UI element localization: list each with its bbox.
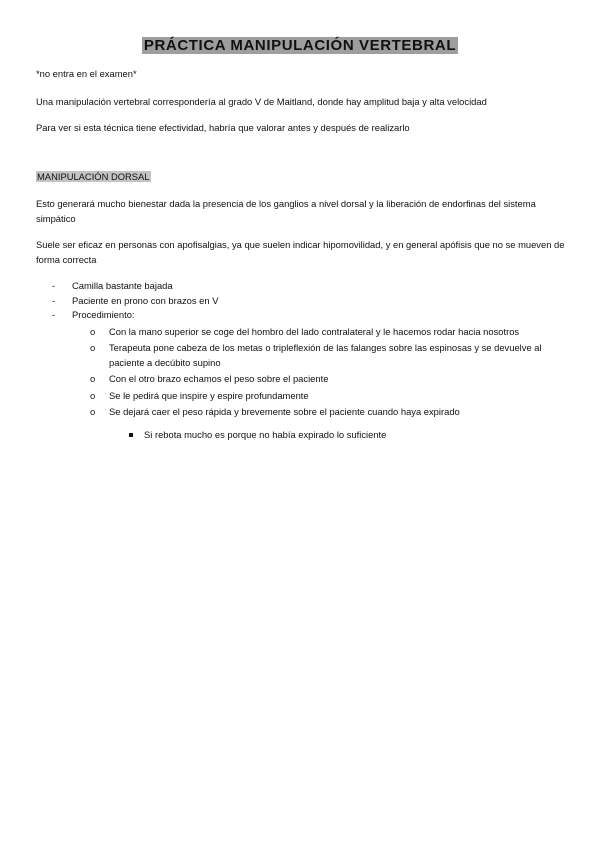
circle-bullet-icon: o (90, 406, 96, 417)
circle-bullet-icon: o (90, 325, 96, 337)
list-item (52, 294, 559, 309)
sub-note-item (109, 428, 559, 443)
exam-note: *no entra en el examen* (36, 68, 137, 79)
list-item-text: Procedimiento: (72, 309, 135, 320)
procedure-step-text: Terapeuta pone cabeza de los metas o tripleflexión de las falanges sobre las espinosas y se devuelve al paciente a decúbito supino (109, 342, 542, 368)
intro-paragraph-2: Para ver si esta técnica tiene efectividad, habría que valorar antes y después de realizarlo (36, 122, 410, 133)
list-item (52, 308, 559, 442)
procedure-step (72, 389, 559, 404)
procedure-step (72, 341, 559, 370)
section-heading: MANIPULACIÓN DORSAL (37, 171, 150, 182)
procedure-step-text: Se dejará caer el peso rápida y brevemente sobre el paciente cuando haya expirado (109, 406, 460, 417)
square-bullet-icon (129, 433, 133, 437)
circle-bullet-icon: o (90, 373, 96, 384)
procedure-step (72, 372, 559, 387)
section-paragraph-1: Esto generará mucho bienestar dada la presencia de los ganglios a nivel dorsal y la liberación de endorfinas del sistema simpático (36, 198, 536, 224)
procedure-step (72, 405, 559, 442)
section-heading-wrapper (36, 170, 566, 185)
procedure-list (72, 325, 559, 443)
intro-paragraph-1: Una manipulación vertebral correspondería al grado V de Maitland, donde hay amplitud baja y alta velocidad (36, 96, 487, 107)
section-paragraph-2: Suele ser eficaz en personas con apofisalgias, ya que suelen indicar hipomovilidad, y en general apófisis que no se mueven de forma correcta (36, 239, 565, 265)
sub-note-list (109, 428, 559, 443)
circle-bullet-icon: o (90, 342, 96, 353)
sub-note-text: Si rebota mucho es porque no había expirado lo suficiente (144, 428, 387, 440)
page-title: PRÁCTICA MANIPULACIÓN VERTEBRAL (143, 37, 457, 54)
page-title-wrapper (0, 37, 600, 55)
list-item (52, 279, 559, 294)
circle-bullet-icon: o (90, 389, 96, 401)
procedure-step-text: Con el otro brazo echamos el peso sobre el paciente (109, 373, 329, 384)
procedure-step-text: Se le pedirá que inspire y espire profundamente (109, 389, 309, 401)
list-item-text: Camilla bastante bajada (72, 280, 173, 291)
procedure-step-text: Con la mano superior se coge del hombro del lado contralateral y le hacemos rodar hacia nosotros (109, 325, 520, 337)
procedure-step (72, 325, 559, 340)
main-list (52, 279, 559, 444)
list-item-text: Paciente en prono con brazos en V (72, 294, 219, 306)
